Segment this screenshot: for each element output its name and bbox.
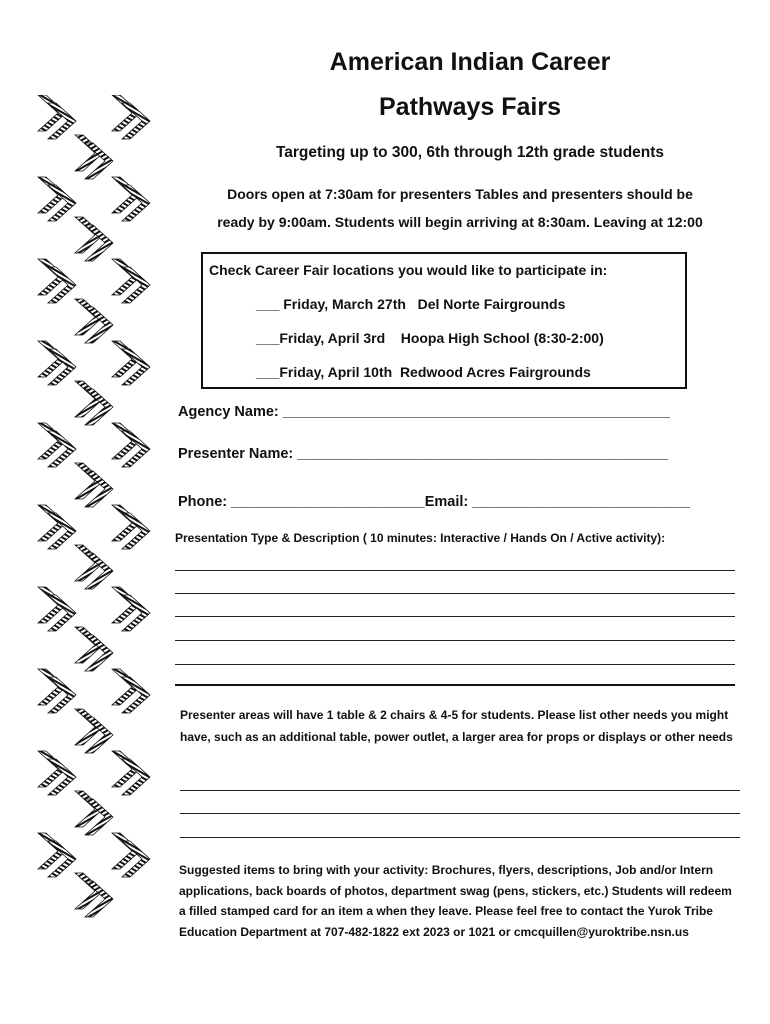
presenter-name-field[interactable]: Presenter Name: ______________________________________________ <box>178 446 669 462</box>
presentation-line[interactable] <box>175 570 735 571</box>
page-title-line1: American Indian Career <box>329 48 611 76</box>
presentation-type-label: Presentation Type & Description ( 10 minutes: Interactive / Hands On / Active activity): <box>175 531 666 545</box>
needs-line[interactable] <box>180 813 740 814</box>
location-checklist-heading: Check Career Fair locations you would like to participate in: <box>209 262 608 278</box>
section-divider <box>175 684 735 686</box>
target-audience-subtitle: Targeting up to 300, 6th through 12th grade students <box>275 144 665 161</box>
page-title-line2: Pathways Fairs <box>378 93 562 121</box>
location-option-redwood-acres[interactable]: ___Friday, April 10th Redwood Acres Fairgrounds <box>256 364 591 380</box>
location-option-hoopa[interactable]: ___Friday, April 3rd Hoopa High School (8:30-2:00) <box>256 330 604 346</box>
needs-line[interactable] <box>180 790 740 791</box>
presentation-line[interactable] <box>175 640 735 641</box>
suggested-items-text: Suggested items to bring with your activity: Brochures, flyers, descriptions, Job and/or Intern applications, back boards of photos, department swag (pens, stickers, etc.) Students will redeem a filled stamped card for an item a when they leave. Please feel free to contact the Yurok Tribe Education Department at 707-482-1822 ext 2023 or 1021 or cmcquillen@yuroktribe.nsn.us <box>179 863 732 939</box>
phone-email-field[interactable]: Phone: ________________________Email: ___________________________ <box>178 494 690 510</box>
agency-name-field[interactable]: Agency Name: ________________________________________________ <box>178 404 670 420</box>
presenter-needs-text: Presenter areas will have 1 table & 2 chairs & 4-5 for students. Please list other needs you might have, such as an additional table, power outlet, a larger area for props or displays or other needs <box>180 708 733 744</box>
presentation-line[interactable] <box>175 616 735 617</box>
location-checklist-box <box>201 252 687 389</box>
presentation-line[interactable] <box>175 664 735 665</box>
needs-line[interactable] <box>180 837 740 838</box>
schedule-line2: ready by 9:00am. Students will begin arriving at 8:30am. Leaving at 12:00 <box>217 214 703 230</box>
location-option-del-norte[interactable]: ___ Friday, March 27th Del Norte Fairgrounds <box>256 296 566 312</box>
schedule-line1: Doors open at 7:30am for presenters Tables and presenters should be <box>227 186 693 202</box>
basket-pattern-decoration <box>30 95 165 925</box>
presentation-line[interactable] <box>175 593 735 594</box>
schedule-info <box>180 180 740 236</box>
